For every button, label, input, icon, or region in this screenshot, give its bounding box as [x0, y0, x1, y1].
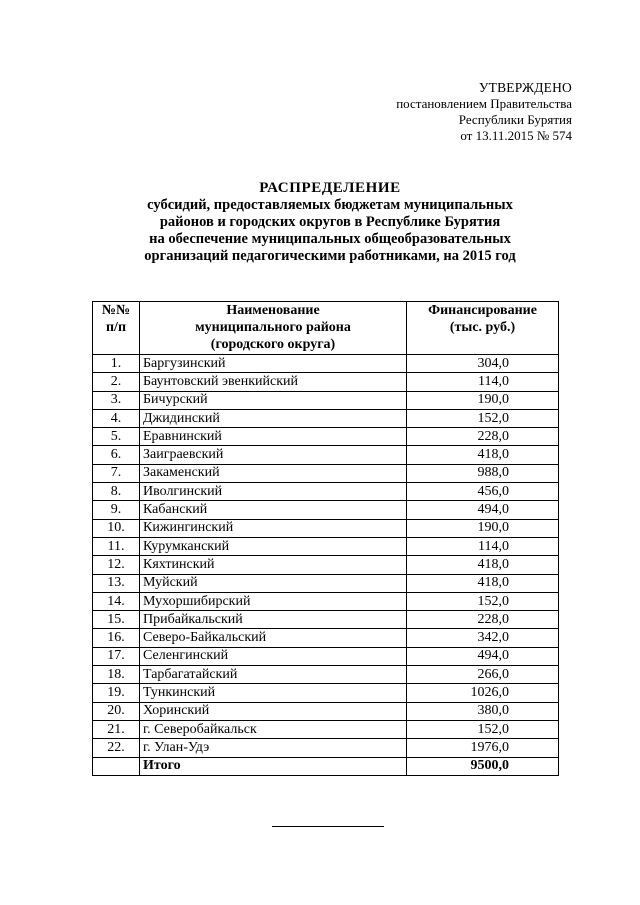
row-financing-value: 1976,0	[407, 739, 559, 757]
row-number: 6.	[93, 446, 140, 464]
title-line-2: районов и городских округов в Республике Бурятия	[159, 214, 501, 230]
row-district-name: Заиграевский	[140, 446, 407, 464]
row-district-name: Баргузинский	[140, 355, 407, 373]
table-row	[93, 409, 559, 427]
row-financing-value: 342,0	[407, 629, 559, 647]
table-row	[93, 355, 559, 373]
row-financing-value: 988,0	[407, 464, 559, 482]
row-number: 20.	[93, 702, 140, 720]
row-number: 2.	[93, 373, 140, 391]
row-district-name: Тункинский	[140, 684, 407, 702]
row-number: 21.	[93, 720, 140, 738]
row-financing-value: 418,0	[407, 574, 559, 592]
approval-line-2: Республики Бурятия	[458, 112, 572, 127]
row-district-name: Иволгинский	[140, 483, 407, 501]
row-district-name: Курумканский	[140, 537, 407, 555]
row-financing-value: 494,0	[407, 501, 559, 519]
row-district-name: Баунтовский эвенкийский	[140, 373, 407, 391]
table-row	[93, 519, 559, 537]
row-number: 7.	[93, 464, 140, 482]
row-district-name: Селенгинский	[140, 647, 407, 665]
title-line-1: субсидий, предоставляемых бюджетам муниципальных	[147, 197, 513, 213]
table-row	[93, 391, 559, 409]
table-row	[93, 537, 559, 555]
row-number: 16.	[93, 629, 140, 647]
row-number: 14.	[93, 592, 140, 610]
row-number: 9.	[93, 501, 140, 519]
row-number: 18.	[93, 666, 140, 684]
row-district-name: Кяхтинский	[140, 556, 407, 574]
table-row	[93, 611, 559, 629]
row-financing-value: 494,0	[407, 647, 559, 665]
row-number: 10.	[93, 519, 140, 537]
row-number: 15.	[93, 611, 140, 629]
row-number: 19.	[93, 684, 140, 702]
table-row	[93, 428, 559, 446]
row-district-name: Прибайкальский	[140, 611, 407, 629]
row-financing-value: 152,0	[407, 720, 559, 738]
row-financing-value: 152,0	[407, 409, 559, 427]
total-value: 9500,0	[407, 757, 559, 775]
table-row	[93, 720, 559, 738]
row-financing-value: 228,0	[407, 428, 559, 446]
row-financing-value: 418,0	[407, 446, 559, 464]
row-financing-value: 190,0	[407, 391, 559, 409]
table-row	[93, 702, 559, 720]
row-district-name: г. Улан-Удэ	[140, 739, 407, 757]
row-financing-value: 152,0	[407, 592, 559, 610]
table-row	[93, 629, 559, 647]
table-row	[93, 666, 559, 684]
table-row	[93, 501, 559, 519]
row-financing-value: 190,0	[407, 519, 559, 537]
row-financing-value: 114,0	[407, 537, 559, 555]
row-number: 8.	[93, 483, 140, 501]
row-financing-value: 418,0	[407, 556, 559, 574]
title-main: РАСПРЕДЕЛЕНИЕ	[259, 180, 401, 196]
row-number: 13.	[93, 574, 140, 592]
table-row	[93, 464, 559, 482]
row-financing-value: 114,0	[407, 373, 559, 391]
footer-divider	[272, 826, 384, 827]
table-row	[93, 647, 559, 665]
row-district-name: Хоринский	[140, 702, 407, 720]
table-row	[93, 739, 559, 757]
row-district-name: Джидинский	[140, 409, 407, 427]
row-district-name: Кабанский	[140, 501, 407, 519]
table-row	[93, 556, 559, 574]
row-financing-value: 304,0	[407, 355, 559, 373]
row-number: 11.	[93, 537, 140, 555]
row-number: 3.	[93, 391, 140, 409]
row-financing-value: 266,0	[407, 666, 559, 684]
row-number: 17.	[93, 647, 140, 665]
table-total-row	[93, 757, 559, 775]
distribution-table	[92, 301, 559, 776]
table-row	[93, 373, 559, 391]
header-number: №№ п/п	[93, 302, 140, 355]
row-district-name: Закаменский	[140, 464, 407, 482]
row-financing-value: 380,0	[407, 702, 559, 720]
row-district-name: Муйский	[140, 574, 407, 592]
row-district-name: Северо-Байкальский	[140, 629, 407, 647]
row-district-name: Кижингинский	[140, 519, 407, 537]
row-number: 4.	[93, 409, 140, 427]
row-number: 22.	[93, 739, 140, 757]
table-row	[93, 446, 559, 464]
row-district-name: Мухоршибирский	[140, 592, 407, 610]
header-financing: Финансирование (тыс. руб.)	[407, 302, 559, 355]
header-name: Наименование муниципального района (городского округа)	[140, 302, 407, 355]
row-number: 12.	[93, 556, 140, 574]
approval-heading: УТВЕРЖДЕНО	[478, 80, 572, 95]
row-district-name: Бичурский	[140, 391, 407, 409]
row-district-name: г. Северобайкальск	[140, 720, 407, 738]
table-row	[93, 684, 559, 702]
row-financing-value: 456,0	[407, 483, 559, 501]
row-number: 1.	[93, 355, 140, 373]
row-district-name: Тарбагатайский	[140, 666, 407, 684]
table-row	[93, 483, 559, 501]
table-body	[93, 355, 559, 776]
table-header-row	[93, 302, 559, 355]
title-line-3: на обеспечение муниципальных общеобразовательных	[149, 231, 511, 247]
row-financing-value: 1026,0	[407, 684, 559, 702]
document-title	[70, 180, 590, 265]
total-label: Итого	[140, 757, 407, 775]
row-district-name: Еравнинский	[140, 428, 407, 446]
approval-stamp	[396, 80, 572, 144]
row-financing-value: 228,0	[407, 611, 559, 629]
approval-line-1: постановлением Правительства	[396, 96, 572, 111]
row-number: 5.	[93, 428, 140, 446]
table-row	[93, 574, 559, 592]
title-line-4: организаций педагогическими работниками, на 2015 год	[144, 248, 516, 264]
approval-line-3: от 13.11.2015 № 574	[460, 128, 572, 143]
table-row	[93, 592, 559, 610]
